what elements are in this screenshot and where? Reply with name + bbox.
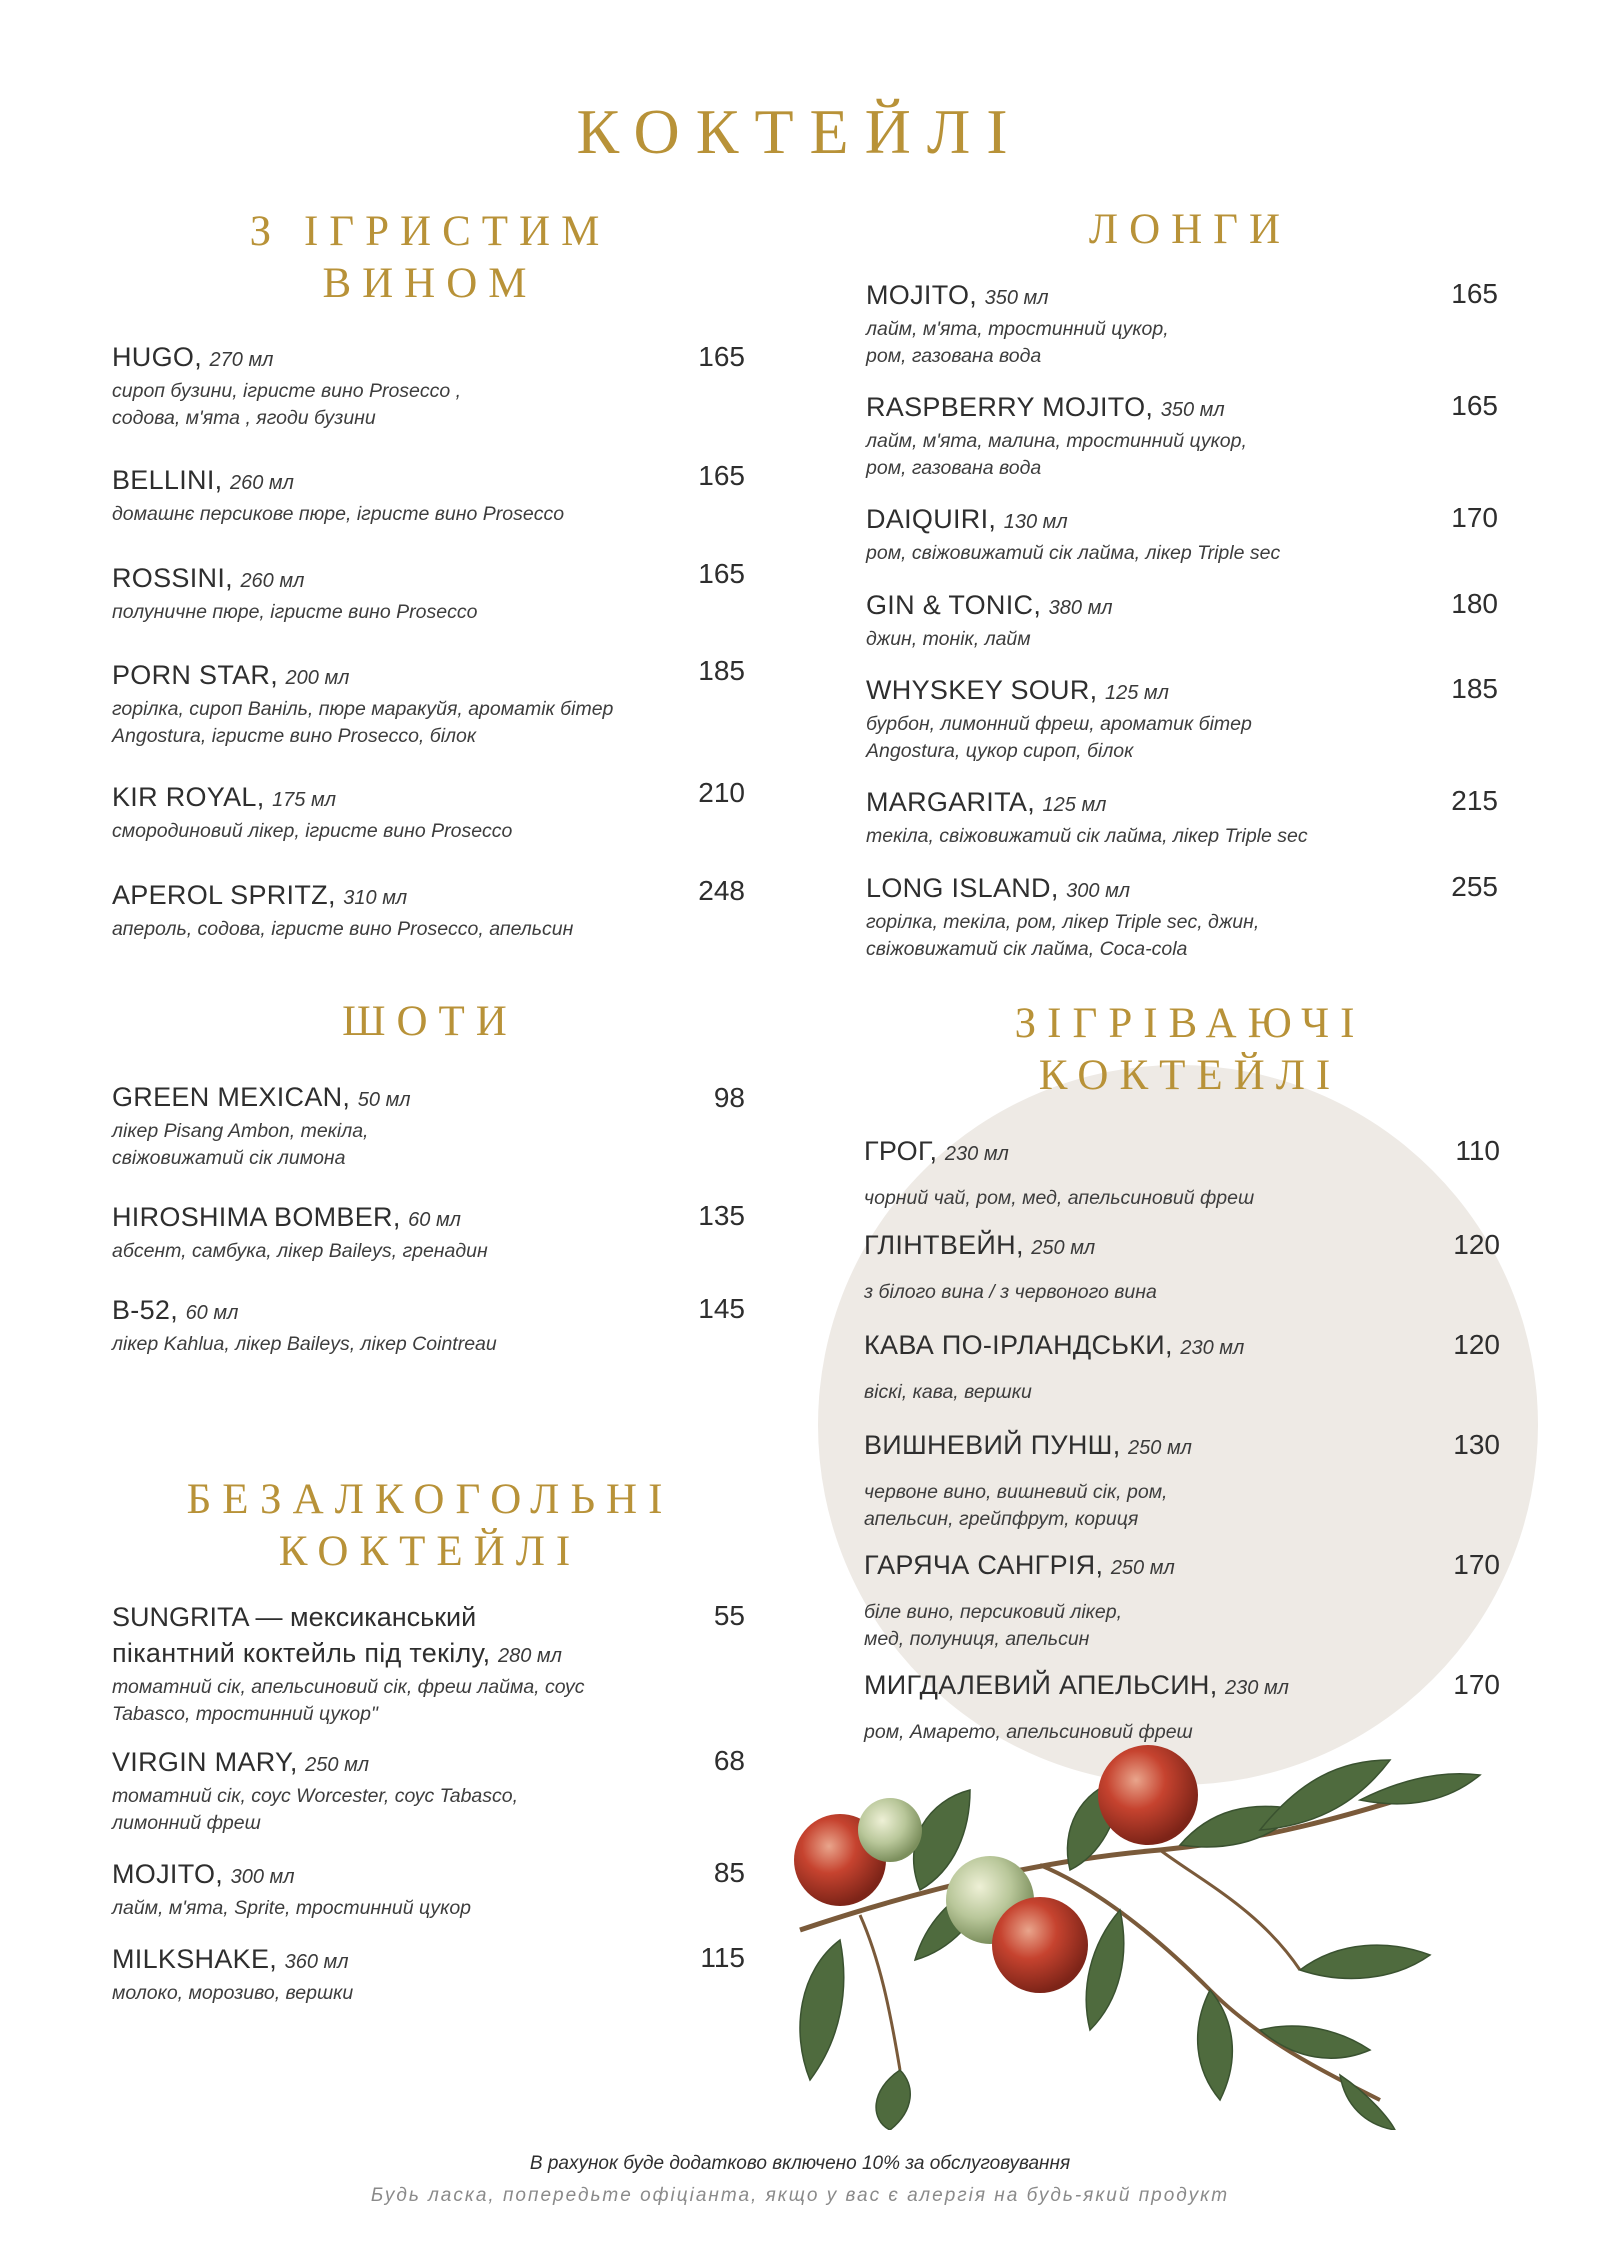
item-name: MARGARITA,	[866, 787, 1036, 817]
item-volume: 250 мл	[1128, 1437, 1192, 1459]
item-price: 210	[698, 777, 745, 808]
item-description: домашнє персикове пюре, ігристе вино Prosecco	[112, 503, 565, 525]
jujube-branch-icon	[740, 1740, 1540, 2130]
item-volume: 125 мл	[1104, 682, 1169, 704]
item-name: LONG ISLAND,	[866, 873, 1059, 903]
item-volume: 250 мл	[305, 1754, 370, 1776]
menu-item-aperol-spritz	[112, 878, 573, 943]
menu-item-long-island	[866, 871, 1259, 963]
menu-item-grog	[864, 1134, 1254, 1212]
item-volume: 300 мл	[230, 1866, 295, 1888]
item-name: КАВА ПО-ІРЛАНДСЬКИ,	[864, 1330, 1173, 1360]
item-name: ROSSINI,	[112, 563, 233, 593]
item-description: джин, тонік, лайм	[866, 628, 1031, 650]
item-price: 248	[698, 875, 745, 906]
item-name: RASPBERRY MOJITO,	[866, 392, 1154, 422]
item-volume: 230 мл	[944, 1143, 1009, 1165]
allergy-note: Будь ласка, попередьте офіціанта, якщо у вас є алергія на будь-який продукт	[370, 2185, 1230, 2206]
item-name: VIRGIN MARY,	[112, 1747, 298, 1777]
item-description: бурбон, лимонний фреш, ароматик бітер Angostura, цукор сироп, білок	[866, 713, 1252, 762]
item-name: HIROSHIMA BOMBER,	[112, 1202, 401, 1232]
menu-item-virgin-mary	[112, 1745, 518, 1837]
item-description: лікер Kahlua, лікер Baileys, лікер Cointreau	[112, 1333, 497, 1355]
menu-item-green-mexican	[112, 1080, 411, 1172]
item-volume: 360 мл	[284, 1951, 349, 1973]
item-name: MOJITO,	[866, 280, 978, 310]
item-name-line1: SUNGRITA — мексиканський	[112, 1602, 477, 1632]
item-name: МИГДАЛЕВИЙ АПЕЛЬСИН,	[864, 1670, 1218, 1700]
item-price: 130	[1453, 1429, 1500, 1460]
item-name: ГРОГ,	[864, 1136, 938, 1166]
item-price: 55	[713, 1600, 745, 1631]
menu-item-margarita	[866, 785, 1308, 850]
item-price: 165	[698, 341, 745, 372]
item-price: 185	[1451, 673, 1498, 704]
item-description: смородиновий лікер, ігристе вино Prosecco	[112, 820, 513, 842]
item-price: 165	[698, 460, 745, 491]
item-price: 170	[1453, 1669, 1500, 1700]
item-price: 68	[713, 1745, 745, 1776]
item-volume: 380 мл	[1048, 597, 1113, 619]
section-title-warming: ЗІГРІВАЮЧІ КОКТЕЙЛІ	[1014, 1000, 1366, 1099]
menu-item-cherry-punch	[864, 1428, 1192, 1533]
service-note: В рахунок буде додатково включено 10% за обслуговування	[529, 2153, 1071, 2174]
menu-item-rossini	[112, 561, 477, 626]
section-title-nonalcoholic: БЕЗАЛКОГОЛЬНІ КОКТЕЙЛІ	[186, 1476, 674, 1575]
item-name: BELLINI,	[112, 465, 223, 495]
item-volume: 260 мл	[240, 570, 305, 592]
section-title-longs: ЛОНГИ	[1088, 206, 1292, 253]
item-price: 98	[713, 1082, 745, 1113]
item-description: сироп бузини, ігристе вино Prosecco , содова, м'ята , ягоди бузини	[112, 380, 462, 429]
item-name: ГАРЯЧА САНГРІЯ,	[864, 1550, 1104, 1580]
item-volume: 350 мл	[1160, 399, 1225, 421]
item-price: 170	[1451, 502, 1498, 533]
menu-item-milkshake	[112, 1942, 353, 2007]
item-name: пікантний коктейль під текілу,	[112, 1638, 491, 1668]
item-volume: 230 мл	[1225, 1677, 1289, 1699]
item-price: 255	[1451, 871, 1498, 902]
item-price: 135	[698, 1200, 745, 1231]
item-price: 170	[1453, 1549, 1500, 1580]
item-description: червоне вино, вишневий сік, ром, апельсин, грейпфрут, кориця	[864, 1481, 1168, 1530]
item-description: віскі, кава, вершки	[864, 1381, 1032, 1403]
item-price: 165	[1451, 278, 1498, 309]
item-description: горілка, сироп Ваніль, пюре маракуйя, ароматік бітер Angostura, ігристе вино Prosecco, білок	[112, 698, 614, 747]
menu-item-raspberry-mojito	[866, 390, 1247, 482]
item-volume: 175 мл	[272, 789, 336, 811]
item-description: лайм, м'ята, тростинний цукор, ром, газована вода	[866, 318, 1169, 367]
section-title-shots: ШОТИ	[342, 998, 518, 1045]
item-description: томатний сік, апельсиновий сік, фреш лайма, соус Tabasco, тростинний цукор"	[112, 1676, 585, 1725]
item-price: 180	[1451, 588, 1498, 619]
item-price: 215	[1451, 785, 1498, 816]
item-name: MILKSHAKE,	[112, 1944, 278, 1974]
item-description: лайм, м'ята, Sprite, тростинний цукор	[112, 1897, 472, 1919]
item-description: апероль, содова, ігристе вино Prosecco, апельсин	[112, 918, 574, 940]
item-name: GIN & TONIC,	[866, 590, 1042, 620]
item-description: лайм, м'ята, малина, тростинний цукор, ром, газована вода	[866, 430, 1247, 479]
item-price: 120	[1453, 1229, 1500, 1260]
menu-item-hot-sangria	[864, 1548, 1175, 1653]
menu-item-bellini	[112, 463, 564, 528]
item-description: горілка, текіла, ром, лікер Triple sec, джин, свіжовижатий сік лайма, Coca-cola	[866, 911, 1260, 960]
item-name: GREEN MEXICAN,	[112, 1082, 351, 1112]
menu-item-kir-royal	[112, 780, 512, 845]
item-description: ром, Амарето, апельсиновий фреш	[864, 1721, 1193, 1743]
item-description: текіла, свіжовижатий сік лайма, лікер Triple sec	[866, 825, 1308, 847]
item-volume: 50 мл	[357, 1089, 411, 1111]
item-name: WHYSKEY SOUR,	[866, 675, 1098, 705]
menu-item-almond-orange	[864, 1668, 1289, 1746]
item-name: APEROL SPRITZ,	[112, 880, 336, 910]
item-name: KIR ROYAL,	[112, 782, 265, 812]
item-volume: 250 мл	[1110, 1557, 1175, 1579]
menu-item-hiroshima-bomber	[112, 1200, 488, 1265]
item-description: томатний сік, соус Worcester, соус Tabasco, лимонний фреш	[112, 1785, 519, 1834]
menu-item-glintvein	[864, 1228, 1157, 1306]
item-name: PORN STAR,	[112, 660, 279, 690]
item-volume: 60 мл	[185, 1302, 239, 1324]
menu-item-whyskey-sour	[866, 673, 1252, 765]
item-name: B-52,	[112, 1295, 179, 1325]
item-price: 115	[700, 1942, 745, 1973]
item-price: 85	[713, 1857, 745, 1888]
menu-item-b52	[112, 1293, 497, 1358]
menu-item-gin-tonic	[866, 588, 1113, 653]
item-price: 185	[698, 655, 745, 686]
page-title: КОКТЕЙЛІ	[576, 96, 1024, 167]
item-description: абсент, самбука, лікер Baileys, гренадин	[112, 1240, 488, 1262]
item-name: ГЛІНТВЕЙН,	[864, 1230, 1024, 1260]
item-volume: 270 мл	[209, 349, 274, 371]
item-name: HUGO,	[112, 342, 203, 372]
item-volume: 60 мл	[408, 1209, 461, 1231]
item-description: ром, свіжовижатий сік лайма, лікер Triple sec	[866, 542, 1281, 564]
item-description: лікер Pisang Ambon, текіла, свіжовижатий сік лимона	[112, 1120, 369, 1169]
item-volume: 250 мл	[1031, 1237, 1096, 1259]
menu-item-hugo	[112, 340, 461, 432]
item-price: 120	[1453, 1329, 1500, 1360]
item-volume: 230 мл	[1180, 1337, 1245, 1359]
menu-item-mojito-virgin	[112, 1857, 471, 1922]
item-price: 145	[698, 1293, 745, 1324]
item-name: ВИШНЕВИЙ ПУНШ,	[864, 1430, 1121, 1460]
item-price: 110	[1455, 1135, 1500, 1166]
item-volume: 300 мл	[1066, 880, 1131, 902]
menu-item-porn-star	[112, 658, 613, 750]
menu-item-sungrita	[112, 1600, 584, 1728]
item-volume: 130 мл	[1003, 511, 1068, 533]
item-volume: 350 мл	[984, 287, 1049, 309]
item-description: з білого вина / з червоного вина	[864, 1281, 1157, 1303]
item-description: молоко, морозиво, вершки	[112, 1982, 354, 2004]
item-volume: 200 мл	[285, 667, 350, 689]
item-price: 165	[1451, 390, 1498, 421]
section-title-sparkling: З ІГРИСТИМ ВИНОМ	[249, 208, 611, 307]
menu-item-irish-coffee	[864, 1328, 1244, 1406]
item-price: 165	[698, 558, 745, 589]
item-description: чорний чай, ром, мед, апельсиновий фреш	[864, 1187, 1255, 1209]
item-name: DAIQUIRI,	[866, 504, 997, 534]
item-name: MOJITO,	[112, 1859, 224, 1889]
item-volume: 125 мл	[1042, 794, 1107, 816]
item-description: полуничне пюре, ігристе вино Prosecco	[112, 601, 478, 623]
menu-item-daiquiri	[866, 502, 1280, 567]
item-volume: 260 мл	[229, 472, 294, 494]
item-volume: 310 мл	[343, 887, 408, 909]
item-volume: 280 мл	[497, 1645, 562, 1667]
menu-item-mojito	[866, 278, 1169, 370]
item-description: біле вино, персиковий лікер, мед, полуниця, апельсин	[864, 1601, 1122, 1650]
